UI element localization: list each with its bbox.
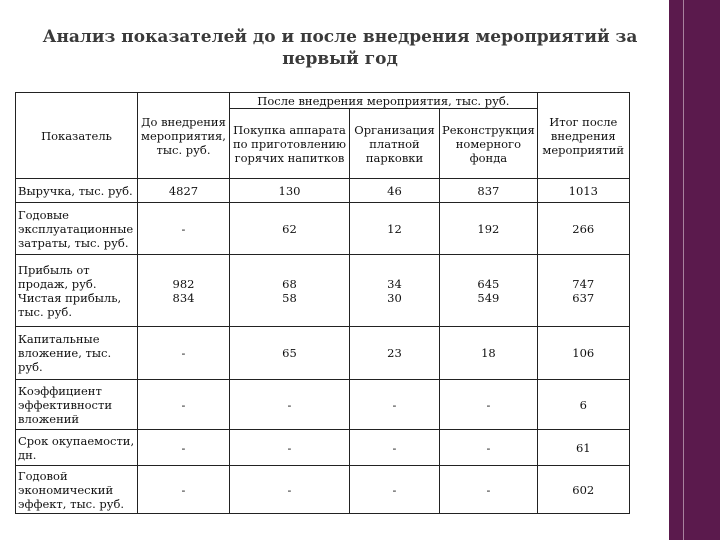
header-after-group: После внедрения мероприятия, тыс. руб. (230, 93, 538, 109)
header-indicator: Показатель (16, 93, 138, 179)
cell-pair (138, 255, 230, 327)
cell-value: - (440, 466, 538, 514)
title-line-1: Анализ показателей до и после внедрения мероприятий за (42, 27, 638, 47)
cell-value: 982 (172, 276, 195, 291)
cell-value: 46 (350, 179, 440, 203)
cell-value: 602 (537, 466, 629, 514)
cell-value: 61 (537, 430, 629, 466)
cell-value: 549 (477, 290, 500, 305)
decorative-side-bar (669, 0, 720, 540)
header-room-reconstruction: Реконструкция номерного фонда (440, 109, 538, 179)
cell-value: 18 (440, 327, 538, 380)
row-label: Прибыль от продаж, руб. (18, 262, 97, 291)
cell-value: 65 (230, 327, 350, 380)
cell-value: 6 (537, 380, 629, 430)
cell-value: 266 (537, 203, 629, 255)
header-before: До внедрения мероприятия, тыс. руб. (138, 93, 230, 179)
row-label: Годовые эксплуатационные затраты, тыс. руб. (16, 203, 138, 255)
cell-value: 747 (572, 276, 595, 291)
cell-value: 34 (387, 276, 402, 291)
cell-value: 58 (282, 290, 297, 305)
cell-value: 1013 (537, 179, 629, 203)
table-row (16, 203, 630, 255)
cell-value: - (350, 430, 440, 466)
cell-value: - (138, 203, 230, 255)
row-label: Срок окупаемости, дн. (16, 430, 138, 466)
cell-value: - (138, 430, 230, 466)
table-row (16, 430, 630, 466)
cell-value: - (230, 430, 350, 466)
cell-value: - (440, 430, 538, 466)
table-row (16, 327, 630, 380)
cell-value: 834 (172, 290, 195, 305)
header-total: Итог после внедрения мероприятий (537, 93, 629, 179)
header-coffee-machine: Покупка аппарата по приготовлению горячих напитков (230, 109, 350, 179)
row-label: Капитальные вложение, тыс. руб. (16, 327, 138, 380)
header-parking: Организация платной парковки (350, 109, 440, 179)
cell-pair (537, 255, 629, 327)
row-label: Коэффициент эффективности вложений (16, 380, 138, 430)
cell-value: 4827 (138, 179, 230, 203)
cell-value: 23 (350, 327, 440, 380)
cell-value: 68 (282, 276, 297, 291)
table-row (16, 179, 630, 203)
cell-value: 130 (230, 179, 350, 203)
table-row-merged (16, 255, 630, 327)
slide-title (40, 26, 640, 70)
cell-value: - (138, 466, 230, 514)
cell-value: - (350, 466, 440, 514)
indicators-table (15, 92, 630, 514)
cell-value: - (230, 466, 350, 514)
row-label: Выручка, тыс. руб. (16, 179, 138, 203)
cell-value: 12 (350, 203, 440, 255)
cell-value: 30 (387, 290, 402, 305)
cell-pair (440, 255, 538, 327)
cell-value: - (230, 380, 350, 430)
cell-pair (350, 255, 440, 327)
cell-value: 637 (572, 290, 595, 305)
row-label: Чистая прибыль, тыс. руб. (18, 290, 122, 319)
cell-value: - (350, 380, 440, 430)
cell-pair (230, 255, 350, 327)
table-row (16, 466, 630, 514)
cell-value: 192 (440, 203, 538, 255)
cell-value: 106 (537, 327, 629, 380)
cell-value: 645 (477, 276, 500, 291)
cell-value: - (138, 327, 230, 380)
cell-value: - (138, 380, 230, 430)
cell-value: 837 (440, 179, 538, 203)
cell-value: 62 (230, 203, 350, 255)
cell-value: - (440, 380, 538, 430)
title-line-2: первый год (282, 49, 398, 69)
row-label-pair (16, 255, 138, 327)
row-label: Годовой экономический эффект, тыс. руб. (16, 466, 138, 514)
decorative-side-line (683, 0, 684, 540)
table-row (16, 380, 630, 430)
